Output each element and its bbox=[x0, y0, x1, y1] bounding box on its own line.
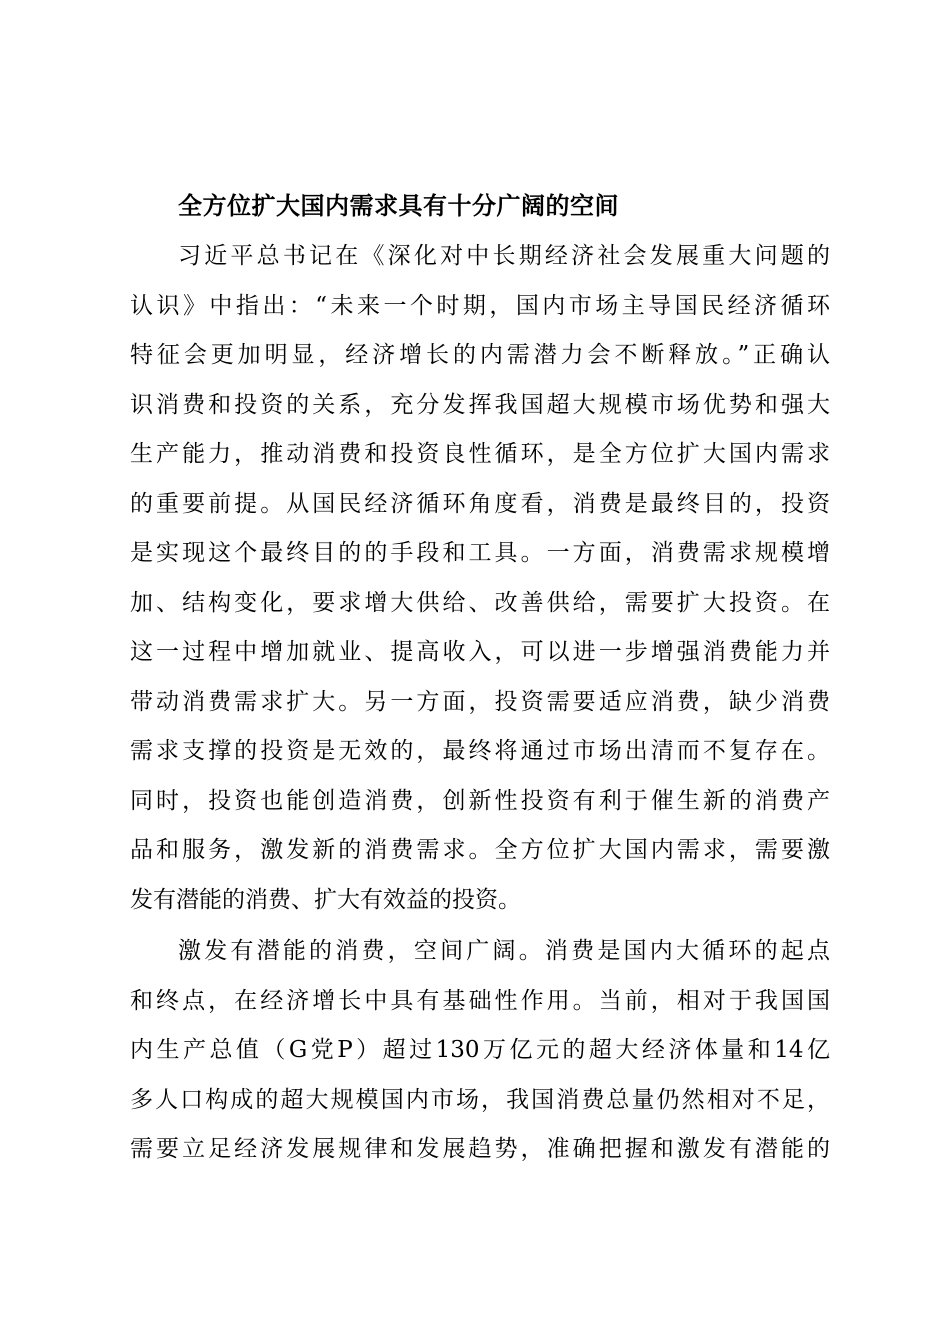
paragraph-line: 特征会更加明显，经济增长的内需潜力会不断释放。”正确认 bbox=[130, 342, 830, 368]
paragraph-line: 生产能力，推动消费和投资良性循环，是全方位扩大国内需求 bbox=[130, 441, 830, 467]
paragraph-line: 同时，投资也能创造消费，创新性投资有利于催生新的消费产 bbox=[130, 787, 830, 814]
paragraph-line: 带动消费需求扩大。另一方面，投资需要适应消费，缺少消费 bbox=[130, 688, 830, 715]
paragraph-line: 发有潜能的消费、扩大有效益的投资。 bbox=[130, 886, 521, 913]
paragraph-line: 认识》中指出：“未来一个时期，国内市场主导国民经济循环 bbox=[130, 292, 830, 319]
paragraph-line: 品和服务，激发新的消费需求。全方位扩大国内需求，需要激 bbox=[130, 837, 830, 863]
paragraph-line: 加、结构变化，要求增大供给、改善供给，需要扩大投资。在 bbox=[130, 589, 830, 616]
paragraph-line: 多人口构成的超大规模国内市场，我国消费总量仍然相对不足， bbox=[130, 1086, 830, 1113]
paragraph-line: 需要立足经济发展规律和发展趋势，准确把握和激发有潜能的 bbox=[130, 1136, 830, 1162]
document-title: 全方位扩大国内需求具有十分广阔的空间 bbox=[178, 192, 619, 220]
document-page bbox=[130, 186, 830, 1175]
paragraph-line: 的重要前提。从国民经济循环角度看，消费是最终目的，投资 bbox=[130, 490, 830, 517]
paragraph-line: 激发有潜能的消费，空间广阔。消费是国内大循环的起点 bbox=[178, 938, 830, 964]
paragraph-line: 识消费和投资的关系，充分发挥我国超大规模市场优势和强大 bbox=[130, 391, 830, 418]
paragraph-1 bbox=[130, 232, 830, 925]
paragraph-line: 是实现这个最终目的的手段和工具。一方面，消费需求规模增 bbox=[130, 540, 830, 566]
paragraph-line: 需求支撑的投资是无效的，最终将通过市场出清而不复存在。 bbox=[130, 738, 830, 764]
paragraph-line: 和终点，在经济增长中具有基础性作用。当前，相对于我国国 bbox=[130, 987, 830, 1014]
paragraph-2 bbox=[130, 927, 830, 1175]
paragraph-line: 这一过程中增加就业、提高收入，可以进一步增强消费能力并 bbox=[130, 639, 830, 665]
paragraph-line: 内生产总值（G党P）超过130万亿元的超大经济体量和14亿 bbox=[130, 1037, 830, 1063]
paragraph-line: 习近平总书记在《深化对中长期经济社会发展重大问题的 bbox=[178, 243, 830, 269]
